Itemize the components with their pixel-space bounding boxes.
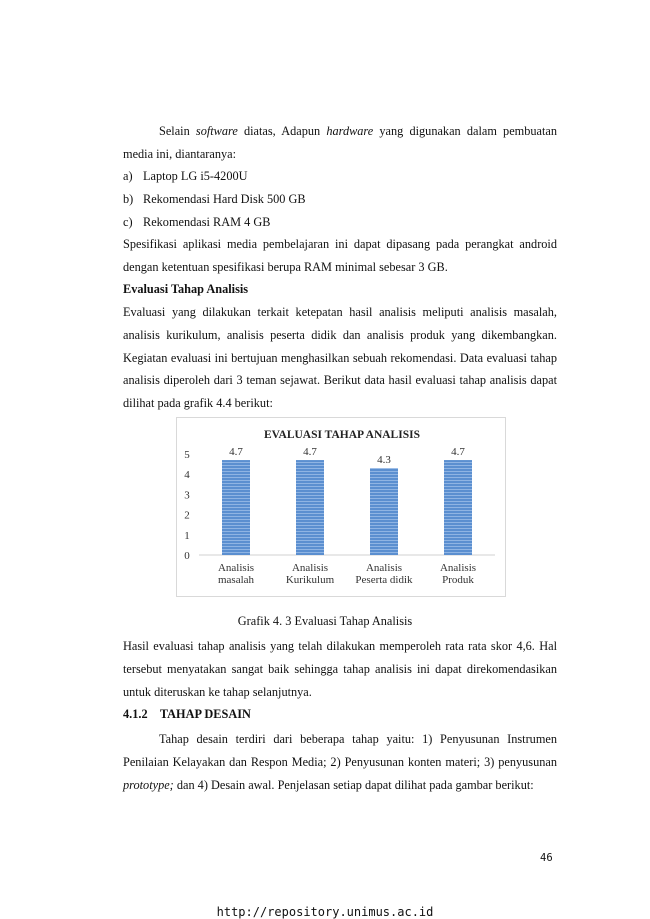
design-text-before: Tahap desain terdiri dari beberapa tahap yaitu: 1) Penyusunan Instrumen Penilaian Kelayakan dan Respon Media; 2) Penyusunan konten materi; 3) penyusunan — [123, 732, 557, 769]
y-tick-label: 2 — [184, 509, 190, 522]
design-text-after: dan 4) Desain awal. Penjelasan setiap dapat dilihat pada gambar berikut: — [173, 777, 534, 792]
list-item-text: Rekomendasi RAM 4 GB — [143, 214, 271, 229]
eval-paragraph: Evaluasi yang dilakukan terkait ketepatan hasil analisis meliputi analisis masalah, analisis kurikulum, analisis peserta didik dan analisis produk yang dikembangkan. Kegiatan evaluasi ini bertujuan menghasilkan sebuah rekomendasi. Data evaluasi tahap analisis diperoleh dari 3 teman sejawat. Berikut data hasil evaluasi tahap analisis dapat dilihat pada grafik 4.4 berikut: — [123, 305, 557, 411]
intro-prefix: Selain — [159, 124, 196, 138]
list-marker: c) — [123, 214, 133, 229]
chart-canvas — [177, 418, 505, 596]
spec-paragraph: Spesifikasi aplikasi media pembelajaran ini dapat dipasang pada perangkat android dengan ketentuan spesifikasi berupa RAM minimal sebesar 3 GB. — [123, 237, 557, 274]
data-label: 4.3 — [377, 454, 391, 467]
subsection-title: TAHAP DESAIN — [159, 707, 251, 721]
list-marker: a) — [123, 169, 133, 183]
x-tick-label: Analisis — [365, 562, 403, 574]
x-tick-label: Produk — [442, 574, 474, 586]
section-heading: Evaluasi Tahap Analisis — [123, 282, 249, 296]
list-item — [123, 211, 306, 234]
y-tick-label: 1 — [184, 529, 190, 542]
data-label: 4.7 — [451, 446, 465, 459]
x-tick-label: Analisis — [217, 562, 255, 574]
y-tick-label: 5 — [184, 449, 190, 461]
chart-caption: Grafik 4. 3 Evaluasi Tahap Analisis — [237, 614, 413, 628]
list-item-text: Laptop LG i5-4200U — [143, 169, 248, 183]
design-italic-term: prototype; — [123, 777, 174, 792]
chart-title: EVALUASI TAHAP ANALISIS — [264, 429, 420, 441]
x-tick-label: Peserta didik — [355, 574, 413, 586]
page-number: 46 — [540, 852, 553, 864]
list-marker: b) — [123, 191, 134, 206]
chart-bar — [444, 460, 472, 555]
list-item — [123, 188, 306, 211]
x-tick-label: Analisis — [439, 562, 477, 574]
intro-mid: diatas, Adapun — [237, 124, 327, 138]
list-item-text: Rekomendasi Hard Disk 500 GB — [143, 191, 306, 206]
data-label: 4.7 — [303, 446, 317, 459]
x-tick-label: Analisis — [291, 562, 329, 574]
intro-paragraph — [123, 120, 557, 166]
y-tick-label: 3 — [184, 489, 190, 502]
chart-bar — [222, 460, 250, 555]
x-tick-label: Kurikulum — [285, 574, 335, 586]
bar-chart — [176, 417, 506, 597]
hardware-list — [123, 165, 306, 233]
y-tick-label: 0 — [184, 550, 190, 562]
subsection-number: 4.1.2 — [123, 707, 148, 721]
intro-software-term: software — [195, 124, 238, 138]
x-tick-label: masalah — [217, 574, 255, 586]
list-item — [123, 165, 306, 188]
intro-suffix: yang digunakan dalam pembuatan media ini, diantaranya: — [123, 124, 558, 161]
result-paragraph: Hasil evaluasi tahap analisis yang telah dilakukan memperoleh rata rata skor 4,6. Hal tersebut menyatakan sangat baik sehingga tahap analisis ini dapat direkomendasikan untuk diteruskan ke tahap selanjutnya. — [123, 639, 557, 699]
footer-url: http://repository.unimus.ac.id — [216, 905, 434, 919]
chart-bar — [296, 460, 324, 555]
design-paragraph — [123, 728, 557, 796]
data-label: 4.7 — [229, 446, 243, 459]
y-tick-label: 4 — [184, 469, 190, 482]
subsection-heading — [123, 707, 251, 722]
intro-hardware-term: hardware — [326, 124, 374, 138]
chart-bar — [370, 468, 398, 555]
